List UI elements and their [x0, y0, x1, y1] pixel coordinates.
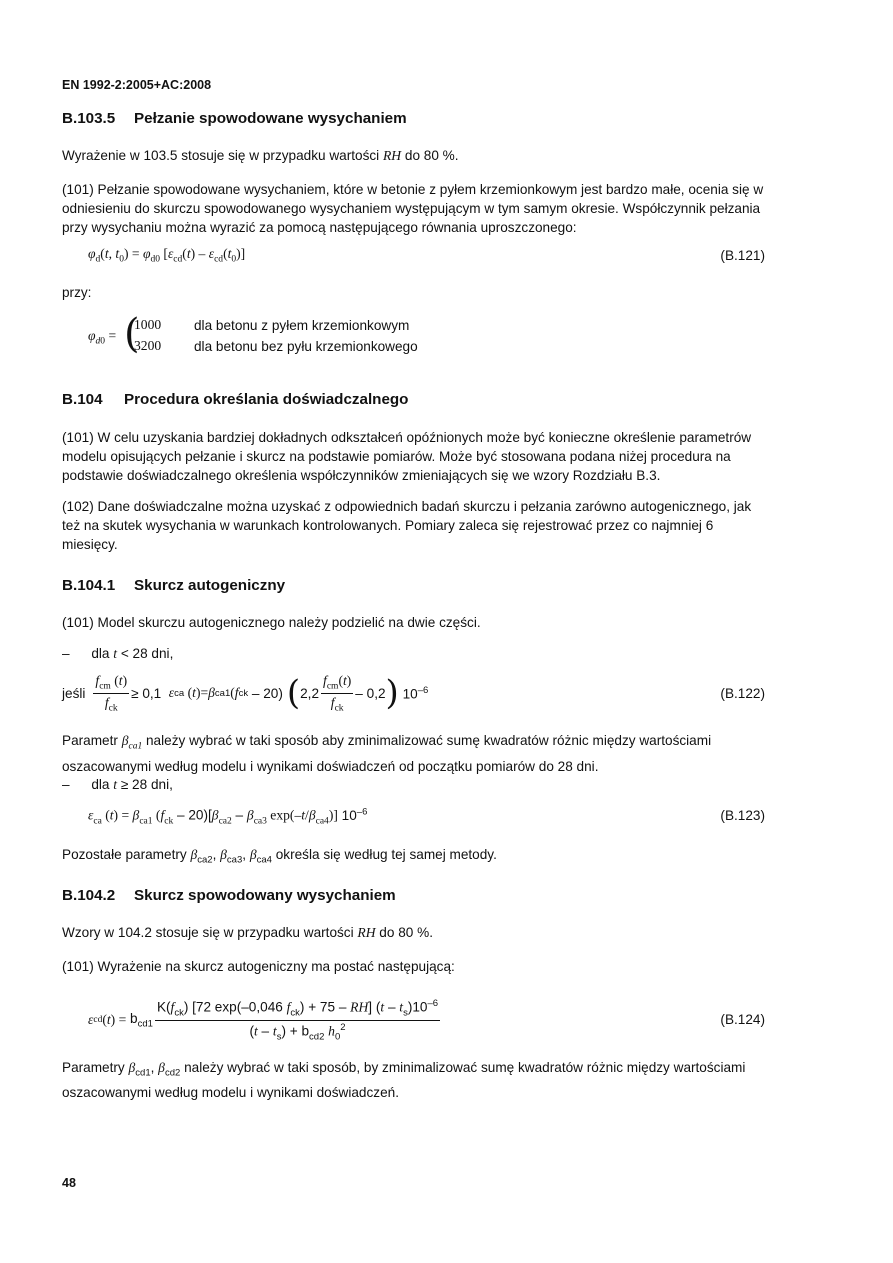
section-number: B.103.5	[62, 110, 116, 127]
paragraph-101: (101) Wyrażenie na skurcz autogeniczny ma postać następującą:	[62, 959, 455, 974]
paragraph-101: (101) Pełzanie spowodowane wysychaniem, które w betonie z pyłem krzemionkowym jest bardzo małe, ocenia się w odniesieniu do skurczu spowodowanego wysychaniem występującym w tym samym okresie. Współczynnik pełzania przy wysychaniu można wyrazić za pomocą następującego równania uproszczonego:	[62, 182, 764, 235]
section-number: B.104	[62, 391, 103, 408]
equation-b123: $\varepsilon_{ca}$ $(t) = \beta_{ca1}$ $(f_{ck} - 20)[\beta_{ca2} - \beta_{ca3}$ $\exp(-t/\beta_{ca4})$] $10^{-6}$	[88, 806, 368, 827]
section-number: B.104.1	[62, 577, 116, 594]
section-title: Skurcz spowodowany wysychaniem	[134, 887, 396, 904]
page-number: 48	[62, 1176, 76, 1190]
equation-b121: $\varphi_d(t$, $t_0) = \varphi_{d0}$ $[\varepsilon_{cd}(t) - \varepsilon_{cd}(t_0)]$	[88, 246, 246, 265]
text: < 28 dni,	[117, 646, 174, 661]
text: należy wybrać w taki sposób aby zminimalizować sumę kwadratów różnic między wartościami oszacowanymi według modelu i wynikami doświadczeń od początku pomiarów do 28 dni.	[62, 733, 712, 774]
document-id: EN 1992-2:2005+AC:2008	[62, 78, 212, 92]
text: określa się według tej samej metody.	[271, 847, 497, 862]
text: Wzory w 104.2 stosuje się w przypadku wartości	[62, 925, 358, 940]
left-brace: (	[124, 311, 140, 357]
phi-d0-symbol: $\varphi_{d0}$ =	[88, 328, 117, 347]
text: Parametr	[62, 733, 122, 748]
przy-label: przy:	[62, 285, 92, 300]
fraction: $\frac{K(f_{ck}) [72 \exp(-0,046 f_{ck}) + 75 - RH] (t - t_s)10^{-6}}{(t - t_s) + b_{cd2} h_0^2}$	[156, 998, 439, 1042]
dash: –	[62, 777, 70, 792]
section-number: B.104.2	[62, 887, 116, 904]
intro-paragraph	[62, 146, 772, 165]
section-title: Procedura określania doświadczalnego	[124, 391, 409, 408]
section-heading-b1042	[62, 887, 396, 904]
case-description: dla betonu z pyłem krzemionkowym	[194, 318, 410, 333]
equation-number: (B.123)	[720, 808, 765, 823]
paragraph-102: (102) Dane doświadczalne można uzyskać z odpowiednich badań skurczu i pełzania zarówno autogenicznego, jak też na skutek wysychania w warunkach kontrolowanych. Pomiary zaleca się rejestrować przez co najmniej 6 miesięcy.	[62, 499, 752, 552]
paragraph-101: (101) Model skurczu autogenicznego należy podzielić na dwie części.	[62, 615, 481, 630]
paragraph-101: (101) W celu uzyskania bardziej dokładnych odkształceń opóźnionych może być konieczne określenie parametrów modelu opisujących pełzanie i skurcz na podstawie pomiarów. Może być stosowana podana niżej procedura na podstawie doświadczalnego określenia współczynników zmieniających się we wzory Rozdziału B.3.	[62, 430, 752, 483]
dash: –	[62, 646, 70, 661]
equation-number: (B.122)	[720, 686, 765, 701]
jesli-label: jeśli	[62, 685, 86, 701]
text: do 80 %.	[375, 925, 433, 940]
text: Parametry	[62, 1060, 129, 1075]
equation-b124: ε cd ( t ) = $b_{cd1}$ $\frac{K(f_{ck}) [72 \exp(-0,046 f_{ck}) + 75 - RH] (t - t_s)10^{-6}}{(t - t_s) + b_{cd2} h_0^2}$	[88, 998, 439, 1042]
rh-symbol: RH	[382, 148, 402, 163]
equation-number: (B.124)	[720, 1012, 765, 1027]
case-list-item: – dla t ≥ 28 dni,	[62, 777, 173, 792]
case-value: 3200	[134, 338, 162, 353]
case-description: dla betonu bez pyłu krzemionkowego	[194, 339, 418, 354]
text: do 80 %.	[401, 148, 459, 163]
parameter-paragraph: Parametry $\beta_{cd1}$, $\beta_{cd2}$ należy wybrać w taki sposób, by zminimalizować sumę kwadratów różnic między wartościami oszacowanymi według modelu i wynikami doświadczeń.	[62, 1060, 746, 1100]
text: Wyrażenie w 103.5 stosuje się w przypadku wartości	[62, 148, 383, 163]
section-title: Skurcz autogeniczny	[134, 577, 286, 594]
equation-b122: jeśli $\frac{f_{cm} (t)}{f_{ck}}$ ≥ 0,1 ε ca ( t )= β ca1 ( f ck – 20) ( 2,2 $\frac{f_{cm}(t)}{f_{ck}}$ – 0,2 ) $10^{-6}$	[62, 672, 429, 714]
text: należy wybrać w taki sposób, by zminimalizować sumę kwadratów różnic między wartościami oszacowanymi według modelu i wynikami doświadczeń.	[62, 1060, 746, 1100]
case-value: 1000	[134, 317, 162, 332]
text: dla	[91, 646, 114, 661]
section-title: Pełzanie spowodowane wysychaniem	[134, 110, 407, 127]
intro-paragraph	[62, 923, 772, 942]
fraction: $\frac{f_{cm} (t)}{f_{ck}}$	[95, 672, 128, 714]
rh-symbol: RH	[357, 925, 376, 940]
fraction: $\frac{f_{cm}(t)}{f_{ck}}$	[323, 672, 352, 714]
case-list-item: – dla t < 28 dni,	[62, 646, 174, 661]
text: ≥ 28 dni,	[117, 777, 173, 792]
text: Pozostałe parametry	[62, 847, 191, 862]
remaining-parameters: Pozostałe parametry $\beta_{ca2}$, $\beta_{ca3}$, $\beta_{ca4}$ określa się według tej samej metody.	[62, 847, 497, 866]
parameter-paragraph: Parametr $\beta_{ca1}$ należy wybrać w taki sposób aby zminimalizować sumę kwadratów różnic między wartościami oszacowanymi według modelu i wynikami doświadczeń od początku pomiarów do 28 dni.	[62, 733, 712, 774]
equation-number: (B.121)	[720, 248, 765, 263]
section-heading-b1041	[62, 577, 285, 594]
section-heading-b104	[62, 391, 408, 408]
section-heading-b1035	[62, 110, 407, 127]
text: dla	[91, 777, 114, 792]
